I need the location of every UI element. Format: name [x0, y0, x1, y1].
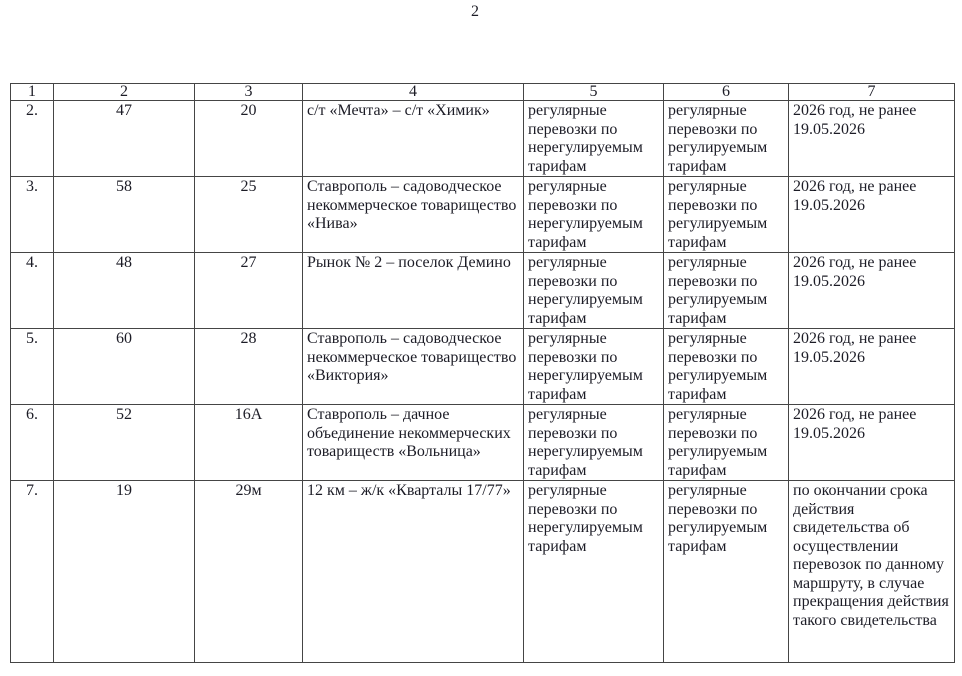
table-cell: 47 — [54, 101, 195, 177]
table-cell: регулярные перевозки по нерегулируемым тарифам — [524, 177, 664, 253]
table-cell-row-number: 4. — [11, 253, 54, 329]
table-cell: 52 — [54, 405, 195, 481]
table-cell: 60 — [54, 329, 195, 405]
table-header-cell: 6 — [664, 84, 789, 101]
table-cell: 2026 год, не ранее 19.05.2026 — [789, 329, 955, 405]
table-cell: 2026 год, не ранее 19.05.2026 — [789, 405, 955, 481]
table-cell: по окончании срока действия свидетельства об осуществлении перевозок по данному маршруту, в случае прекращения действия такого свидетельства — [789, 481, 955, 663]
table-cell: Ставрополь – дачное объединение некоммерческих товариществ «Вольница» — [303, 405, 524, 481]
table-cell-row-number: 7. — [11, 481, 54, 663]
table-cell: Ставрополь – садоводческое некоммерческое товарищество «Нива» — [303, 177, 524, 253]
table-cell: 25 — [195, 177, 303, 253]
table-cell: регулярные перевозки по нерегулируемым тарифам — [524, 329, 664, 405]
table-cell: регулярные перевозки по регулируемым тарифам — [664, 177, 789, 253]
table-row — [11, 177, 955, 253]
table-cell: регулярные перевозки по нерегулируемым тарифам — [524, 405, 664, 481]
table-cell-row-number: 5. — [11, 329, 54, 405]
table-cell: 48 — [54, 253, 195, 329]
table-header-cell: 7 — [789, 84, 955, 101]
table-header-cell: 1 — [11, 84, 54, 101]
table-header-cell: 4 — [303, 84, 524, 101]
table-row — [11, 405, 955, 481]
table-cell: 58 — [54, 177, 195, 253]
table-cell: 28 — [195, 329, 303, 405]
table-cell: регулярные перевозки по регулируемым тарифам — [664, 329, 789, 405]
table-cell-row-number: 6. — [11, 405, 54, 481]
table-header-row — [11, 84, 955, 101]
table-cell-row-number: 2. — [11, 101, 54, 177]
table-cell: 29м — [195, 481, 303, 663]
table-cell: 2026 год, не ранее 19.05.2026 — [789, 101, 955, 177]
table-cell: с/т «Мечта» – с/т «Химик» — [303, 101, 524, 177]
table-cell: регулярные перевозки по регулируемым тарифам — [664, 481, 789, 663]
table-cell: регулярные перевозки по нерегулируемым тарифам — [524, 481, 664, 663]
table-header-cell: 2 — [54, 84, 195, 101]
routes-table — [10, 83, 955, 663]
table-cell: 19 — [54, 481, 195, 663]
table-cell: 20 — [195, 101, 303, 177]
table-cell: 2026 год, не ранее 19.05.2026 — [789, 177, 955, 253]
table-cell: регулярные перевозки по регулируемым тарифам — [664, 405, 789, 481]
table-header-cell: 5 — [524, 84, 664, 101]
table-header-cell: 3 — [195, 84, 303, 101]
table-cell: 27 — [195, 253, 303, 329]
table-cell: регулярные перевозки по регулируемым тарифам — [664, 101, 789, 177]
table-row — [11, 329, 955, 405]
table-cell: регулярные перевозки по нерегулируемым тарифам — [524, 253, 664, 329]
table-cell: регулярные перевозки по нерегулируемым тарифам — [524, 101, 664, 177]
table-cell: 12 км – ж/к «Кварталы 17/77» — [303, 481, 524, 663]
table-cell: 2026 год, не ранее 19.05.2026 — [789, 253, 955, 329]
table-row — [11, 481, 955, 663]
table-row — [11, 253, 955, 329]
table-cell: Ставрополь – садоводческое некоммерческое товарищество «Виктория» — [303, 329, 524, 405]
table-cell-row-number: 3. — [11, 177, 54, 253]
page-number: 2 — [471, 3, 479, 20]
table-cell: 16А — [195, 405, 303, 481]
table-cell: Рынок № 2 – поселок Демино — [303, 253, 524, 329]
table-cell: регулярные перевозки по регулируемым тарифам — [664, 253, 789, 329]
table-row — [11, 101, 955, 177]
